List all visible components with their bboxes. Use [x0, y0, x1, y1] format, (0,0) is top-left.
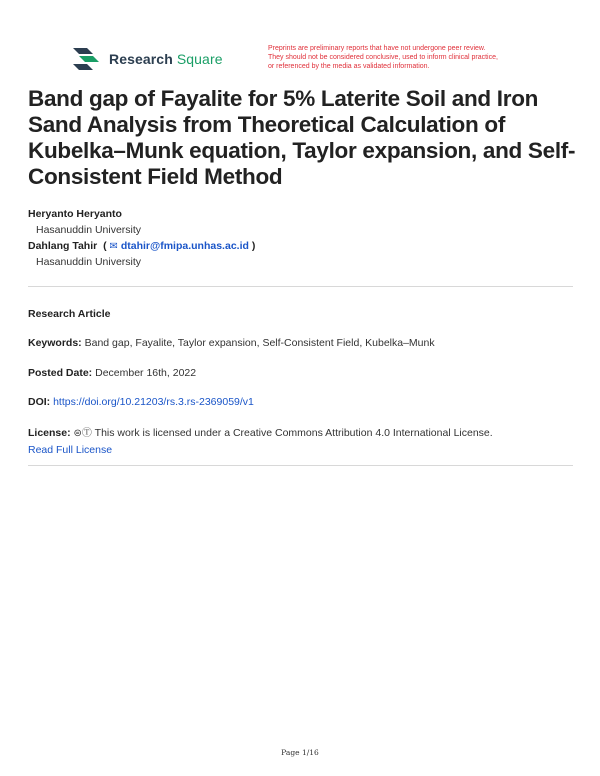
keywords-field: Keywords: Band gap, Fayalite, Taylor expansion, Self-Consistent Field, Kubelka–Munk: [28, 337, 435, 349]
divider: [28, 286, 573, 287]
logo-wordmark: Research Square: [109, 51, 223, 67]
cc-license-icon: ⊜: [73, 428, 82, 439]
license-field: License: ⊜Ⓣ This work is licensed under a Creative Commons Attribution 4.0 International License. Read Full License: [28, 427, 493, 456]
notice-line-2: They should not be considered conclusive, used to inform clinical practice,: [268, 54, 498, 61]
notice-line-3: or referenced by the media as validated information.: [268, 63, 430, 70]
page-number: Page 1/16: [281, 748, 319, 757]
article-type: Research Article: [28, 308, 111, 320]
doi-field: DOI: https://doi.org/10.21203/rs.3.rs-2369059/v1: [28, 396, 254, 408]
author-affiliation: Hasanuddin University: [36, 256, 142, 268]
posted-date-field: Posted Date: December 16th, 2022: [28, 367, 197, 379]
cc-by-icon: Ⓣ: [81, 428, 92, 439]
author-name: Heryanto Heryanto: [28, 208, 122, 220]
author-name: Dahlang Tahir ( ✉ dtahir@fmipa.unhas.ac.id ): [28, 240, 256, 252]
research-square-logo-icon: [73, 48, 103, 70]
read-full-license-link[interactable]: Read Full License: [28, 444, 113, 456]
doi-link[interactable]: https://doi.org/10.21203/rs.3.rs-2369059/v1: [53, 396, 254, 408]
preprint-notice: [268, 44, 538, 71]
author-email-link[interactable]: dtahir@fmipa.unhas.ac.id: [120, 240, 249, 252]
notice-line-1: Preprints are preliminary reports that have not undergone peer review.: [268, 45, 486, 52]
research-square-logo[interactable]: [73, 47, 223, 71]
envelope-icon: ✉: [109, 241, 118, 252]
divider: [28, 465, 573, 466]
author-affiliation: Hasanuddin University: [36, 224, 142, 236]
paper-title: Band gap of Fayalite for 5% Laterite Soil and Iron Sand Analysis from Theoretical Calculation of Kubelka–Munk equation, Taylor expansion, and Self-Consistent Field Method: [28, 86, 576, 189]
author-list: [28, 206, 255, 270]
